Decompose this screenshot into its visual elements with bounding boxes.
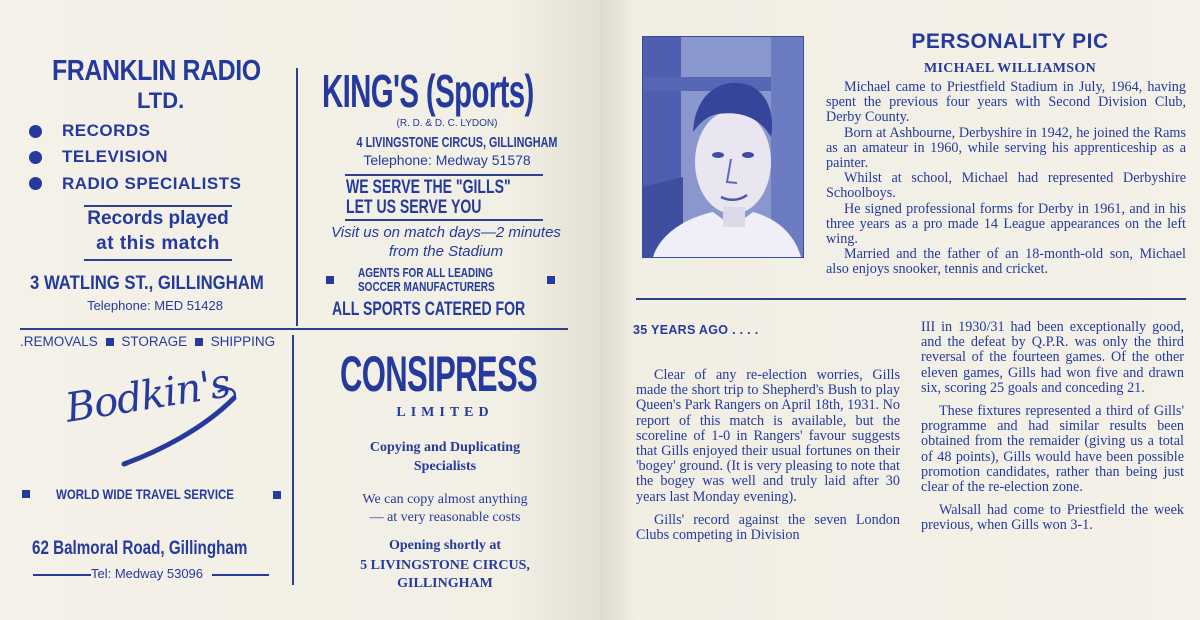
kings-slogan: WE SERVE THE "GILLS": [346, 177, 511, 198]
franklin-telephone: Telephone: MED 51428: [87, 298, 223, 313]
bodkins-address: 62 Balmoral Road, Gillingham: [32, 538, 248, 559]
column-divider: [296, 68, 298, 326]
player-photo: [642, 36, 804, 258]
consipress-copy: We can copy almost anything: [362, 492, 528, 507]
player-name: MICHAEL WILLIAMSON: [923, 61, 1096, 76]
history-column-1: Clear of any re-election worries, Gills made the short trip to Shepherd's Bush to play Queen's Park Rangers on April 18th, 1931. No report of this match is available, but the scoreline of 1-0 in Rangers' favour suggests that Gills enjoyed their usual fortunes on their 'bogey' ground. (It is very pleasing to note that the bogey was well and truly laid after 30 years last Monday evening). Gills' record against the seven London Clubs competing in Division: [636, 367, 900, 544]
consipress-limited: LIMITED: [396, 405, 494, 420]
kings-address: 4 LIVINGSTONE CIRCUS, GILLINGHAM: [356, 134, 558, 151]
bodkins-telephone: Tel: Medway 53096: [91, 566, 204, 581]
franklin-item: RECORDS: [62, 121, 151, 140]
franklin-ltd: LTD.: [137, 88, 185, 113]
franklin-name: FRANKLIN RADIO: [52, 55, 261, 87]
square-bullet-icon: [106, 338, 114, 346]
section-divider: [20, 328, 568, 330]
square-bullet-icon: [547, 276, 555, 284]
consipress-address: 5 LIVINGSTONE CIRCUS,: [360, 558, 530, 573]
bodkins-logo: Bodkin's: [62, 380, 252, 470]
portrait-image: [643, 37, 803, 257]
right-page: [600, 0, 1200, 620]
consipress-address: GILLINGHAM: [397, 576, 493, 591]
records-played: Records played: [87, 208, 229, 229]
kings-agents: SOCCER MANUFACTURERS: [358, 280, 495, 294]
square-bullet-icon: [22, 490, 30, 498]
personality-heading: PERSONALITY PIC: [911, 30, 1109, 53]
consipress-name: CONSIPRESS: [340, 346, 538, 402]
franklin-address: 3 WATLING ST., GILLINGHAM: [30, 273, 264, 294]
consipress-opening: Opening shortly at: [388, 538, 501, 553]
at-this-match: at this match: [96, 233, 220, 254]
kings-telephone: Telephone: Medway 51578: [363, 152, 531, 168]
personality-article: Michael came to Priestfield Stadium in July, 1964, having spent the previous four years with Second Division Club, Derby County. Born at Ashbourne, Derbyshire in 1942, he joined the Rams as an amateur in 1960, while serving his apprenticeship as a painter. Whilst at school, Michael had represented Derbyshire Schoolboys. He signed professional forms for Derby in 1961, and in his three years as a pro made 14 League appearances on the left wing. Married and the father of an 18-month-old son, Michael also enjoys snooker, tennis and cricket.: [826, 79, 1186, 278]
franklin-item: RADIO SPECIALISTS: [62, 174, 242, 193]
history-column-2: III in 1930/31 had been exceptionally good, and the defeat by Q.P.R. was only the third reversal of the fourteen games. Of the other eleven games, Gills had won five and drawn six, scoring 25 goals and conceding 21. These fixtures represented a third of Gills' programme and had similar results been obtained from the remaider (giving us a total of 48 points), Gills would have been possible promotion candidates, rather than being just clear of the re-election zone. Walsall had come to Priestfield the week previous, when Gills won 3-1.: [921, 319, 1184, 534]
consipress-service: Specialists: [413, 459, 477, 474]
square-bullet-icon: [326, 276, 334, 284]
bodkins-services: .REMOVALS STORAGE SHIPPING: [20, 334, 276, 349]
history-heading: 35 YEARS AGO . . . .: [633, 323, 759, 337]
kings-owners: (R. D. & D. C. LYDON): [396, 118, 498, 129]
kings-agents: AGENTS FOR ALL LEADING: [358, 266, 493, 280]
bullet-icon: [29, 151, 42, 164]
bodkins-travel: WORLD WIDE TRAVEL SERVICE: [56, 486, 234, 502]
bullet-icon: [29, 177, 42, 190]
consipress-copy: — at very reasonable costs: [369, 510, 521, 525]
consipress-service: Copying and Duplicating: [369, 440, 521, 455]
square-bullet-icon: [273, 491, 281, 499]
kings-name: KING'S (Sports): [322, 65, 534, 117]
kings-visit: Visit us on match days—2 minutes: [331, 224, 561, 241]
kings-visit: from the Stadium: [388, 243, 504, 260]
square-bullet-icon: [195, 338, 203, 346]
franklin-item: TELEVISION: [62, 147, 169, 166]
kings-catered: ALL SPORTS CATERED FOR: [332, 299, 526, 320]
bullet-icon: [29, 125, 42, 138]
section-divider: [636, 298, 1186, 300]
kings-slogan: LET US SERVE YOU: [346, 197, 482, 218]
